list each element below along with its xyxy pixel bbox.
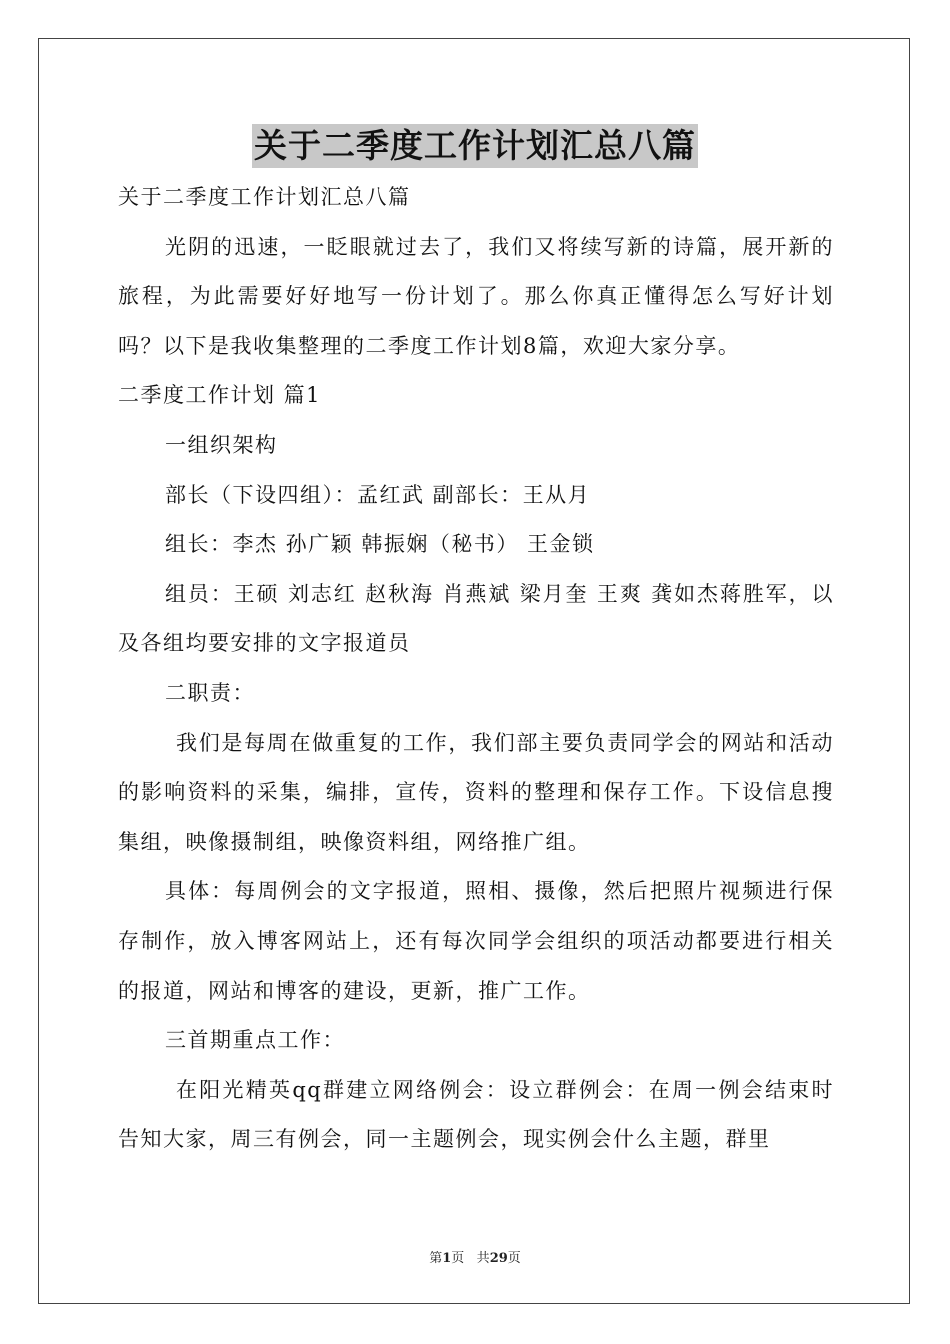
document-title-wrapper bbox=[0, 124, 950, 168]
footer-total-prefix: 共 bbox=[476, 1251, 490, 1266]
footer-total-suffix: 页 bbox=[507, 1251, 521, 1266]
paragraph: 二季度工作计划 篇1 bbox=[118, 383, 322, 408]
paragraph: 在阳光精英qq群建立网络例会：设立群例会：在周一例会结束时告知大家，周三有例会，同一主题例会，现实例会什么主题，群里 bbox=[118, 1077, 834, 1152]
paragraph: 我们是每周在做重复的工作，我们部主要负责同学会的网站和活动的影响资料的采集，编排，宣传，资料的整理和保存工作。下设信息搜集组，映像摄制组，映像资料组，网络推广组。 bbox=[118, 730, 834, 854]
page-footer bbox=[0, 1247, 950, 1266]
paragraph: 组员：王硕 刘志红 赵秋海 肖燕斌 梁月奎 王爽 龚如杰蒋胜军，以及各组均要安排的文字报道员 bbox=[118, 581, 834, 656]
footer-page-suffix: 页 bbox=[451, 1251, 465, 1266]
document-body bbox=[118, 173, 834, 1165]
document-title: 关于二季度工作计划汇总八篇 bbox=[252, 124, 698, 168]
paragraph: 一组织架构 bbox=[165, 432, 278, 457]
paragraph: 二职责： bbox=[165, 680, 255, 705]
footer-total-pages: 29 bbox=[489, 1251, 508, 1266]
paragraph: 光阴的迅速，一眨眼就过去了，我们又将续写新的诗篇，展开新的旅程，为此需要好好地写一份计划了。那么你真正懂得怎么写好计划吗？以下是我收集整理的二季度工作计划8篇，欢迎大家分享。 bbox=[118, 234, 834, 358]
paragraph: 具体：每周例会的文字报道，照相、摄像，然后把照片视频进行保存制作，放入博客网站上，还有每次同学会组织的项活动都要进行相关的报道，网站和博客的建设，更新，推广工作。 bbox=[118, 879, 834, 1003]
paragraph: 部长（下设四组）：孟红武 副部长：王从月 bbox=[165, 482, 591, 507]
footer-prefix: 第 bbox=[429, 1251, 443, 1266]
paragraph: 关于二季度工作计划汇总八篇 bbox=[118, 185, 411, 209]
footer-page-number: 1 bbox=[442, 1251, 452, 1266]
paragraph: 三首期重点工作： bbox=[165, 1028, 345, 1053]
paragraph: 组长：李杰 孙广颖 韩振娴（秘书） 王金锁 bbox=[165, 532, 595, 557]
